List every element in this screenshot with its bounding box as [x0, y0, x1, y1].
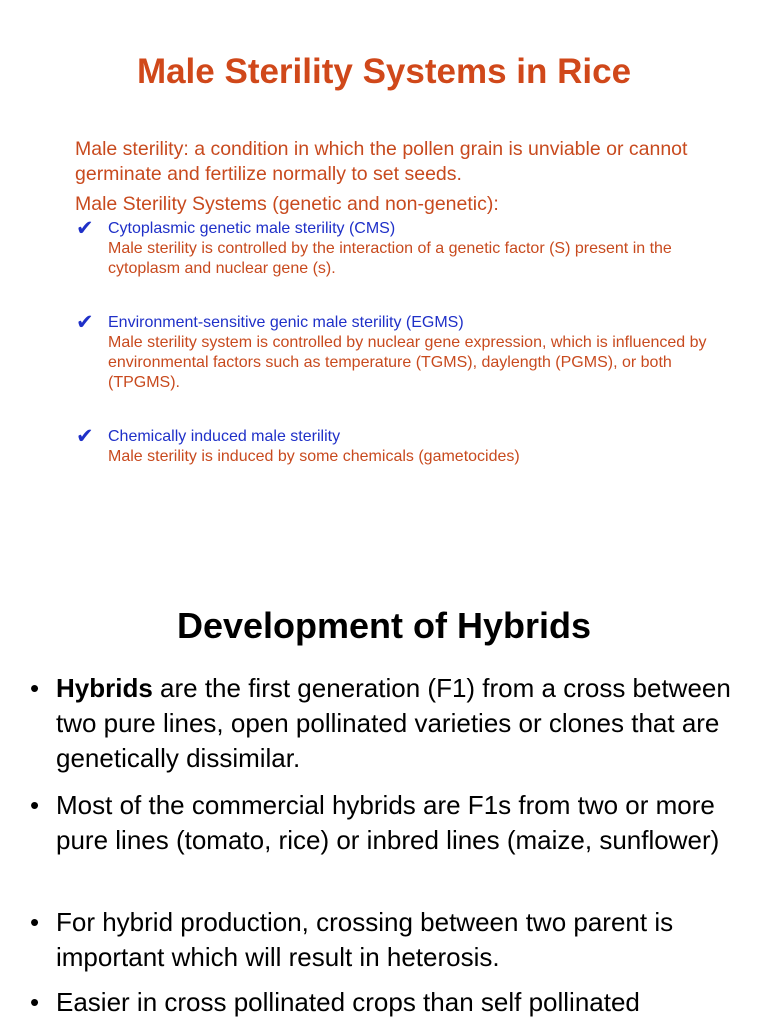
bullet-text: For hybrid production, crossing between two parent is important which will result in heterosis.	[56, 907, 674, 972]
checkmark-icon: ✔	[76, 425, 94, 448]
bullet-text: Male sterility: a condition in which the pollen grain is unviable or cannot germinate and fertilize normally to set seeds.	[75, 138, 688, 185]
slide2-title: Development of Hybrids	[176, 605, 592, 646]
system-description: Male sterility is controlled by the interaction of a genetic factor (S) present in the cytoplasm and nuclear gene (s).	[108, 240, 672, 277]
system-heading: Cytoplasmic genetic male sterility (CMS)	[108, 220, 396, 237]
slide1-title: Male Sterility Systems in Rice	[136, 52, 632, 91]
hybrid-bullet-definition	[30, 671, 750, 776]
bullet-male-sterility-systems	[44, 192, 734, 217]
bullet-dot-icon: •	[30, 987, 40, 1017]
bullet-text: Most of the commercial hybrids are F1s from two or more pure lines (tomato, rice) or inbred lines (maize, sunflower)	[56, 790, 720, 855]
bullet-text: Male Sterility Systems (genetic and non-genetic):	[75, 193, 499, 215]
system-heading: Chemically induced male sterility	[108, 428, 341, 445]
bullet-dot-icon: •	[30, 790, 40, 820]
checkmark-icon: ✔	[76, 311, 94, 334]
system-description: Male sterility is induced by some chemicals (gametocides)	[108, 448, 520, 465]
system-egms	[76, 313, 736, 393]
bullet-bold-term: Hybrids	[56, 673, 153, 703]
hybrid-bullet-production	[30, 905, 750, 975]
system-description: Male sterility system is controlled by nuclear gene expression, which is influenced by environmental factors such as temperature (TGMS), daylength (PGMS), or both (TPGMS).	[108, 334, 707, 391]
bullet-dot-icon: •	[30, 673, 40, 703]
bullet-body: are the first generation (F1) from a cross between two pure lines, open pollinated varieties or clones that are genetically dissimilar.	[56, 673, 731, 773]
bullet-male-sterility-definition	[44, 137, 734, 187]
checkmark-icon: ✔	[76, 217, 94, 240]
bullet-text	[56, 671, 750, 776]
hybrid-bullet-cross-pollinated	[30, 985, 750, 1020]
system-heading: Environment-sensitive genic male sterility (EGMS)	[108, 314, 464, 331]
bullet-dot-icon: •	[30, 907, 40, 937]
system-chemical	[76, 427, 736, 467]
system-cms	[76, 219, 736, 279]
bullet-text: Easier in cross pollinated crops than self pollinated	[56, 987, 640, 1017]
hybrid-bullet-commercial	[30, 788, 750, 858]
